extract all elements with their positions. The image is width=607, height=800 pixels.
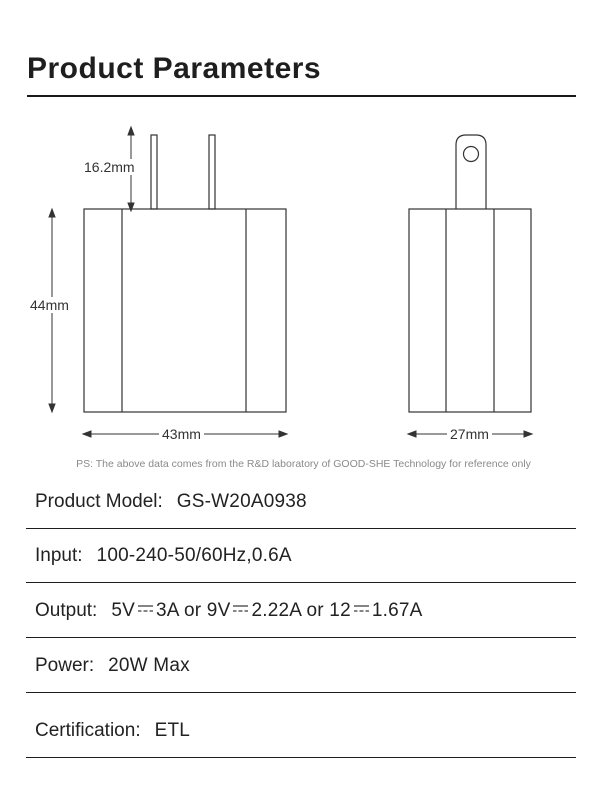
front-view-pin-right — [209, 135, 215, 209]
spec-value-model: GS-W20A0938 — [176, 491, 307, 512]
pin-height-label: 16.2mm — [81, 159, 138, 175]
spec-label-output: Output: — [35, 600, 98, 621]
output-part-2: 3A or 9V — [155, 600, 231, 621]
spec-row-power — [26, 640, 576, 693]
front-view-pin-left — [151, 135, 157, 209]
spec-value-input: 100-240-50/60Hz,0.6A — [96, 545, 292, 566]
output-part-3: 2.22A or 12 — [251, 600, 351, 621]
output-part-4: 1.67A — [371, 600, 423, 621]
page-title: Product Parameters — [27, 52, 322, 85]
dc-symbol-icon — [138, 604, 153, 613]
output-part-1: 5V — [111, 600, 135, 621]
side-view-pin-hole — [464, 147, 479, 162]
width-label: 43mm — [159, 426, 204, 442]
dc-symbol-icon — [354, 604, 369, 613]
side-view-body — [409, 209, 531, 412]
spec-row-output — [26, 585, 576, 638]
title-divider — [27, 95, 576, 97]
spec-row-model — [26, 476, 576, 529]
front-view-body — [84, 209, 286, 412]
spec-value-output — [111, 600, 422, 622]
spec-label-model: Product Model: — [35, 491, 163, 512]
spec-value-power: 20W Max — [108, 655, 190, 676]
height-label: 44mm — [27, 297, 72, 313]
spec-value-certification: ETL — [154, 720, 191, 741]
dc-symbol-icon — [233, 604, 248, 613]
spec-row-certification — [26, 705, 576, 758]
spec-row-input — [26, 530, 576, 583]
spec-label-power: Power: — [35, 655, 95, 676]
spec-label-certification: Certification: — [35, 720, 141, 741]
reference-note: PS: The above data comes from the R&D laboratory of GOOD-SHE Technology for reference only — [76, 458, 531, 470]
spec-label-input: Input: — [35, 545, 83, 566]
depth-label: 27mm — [447, 426, 492, 442]
